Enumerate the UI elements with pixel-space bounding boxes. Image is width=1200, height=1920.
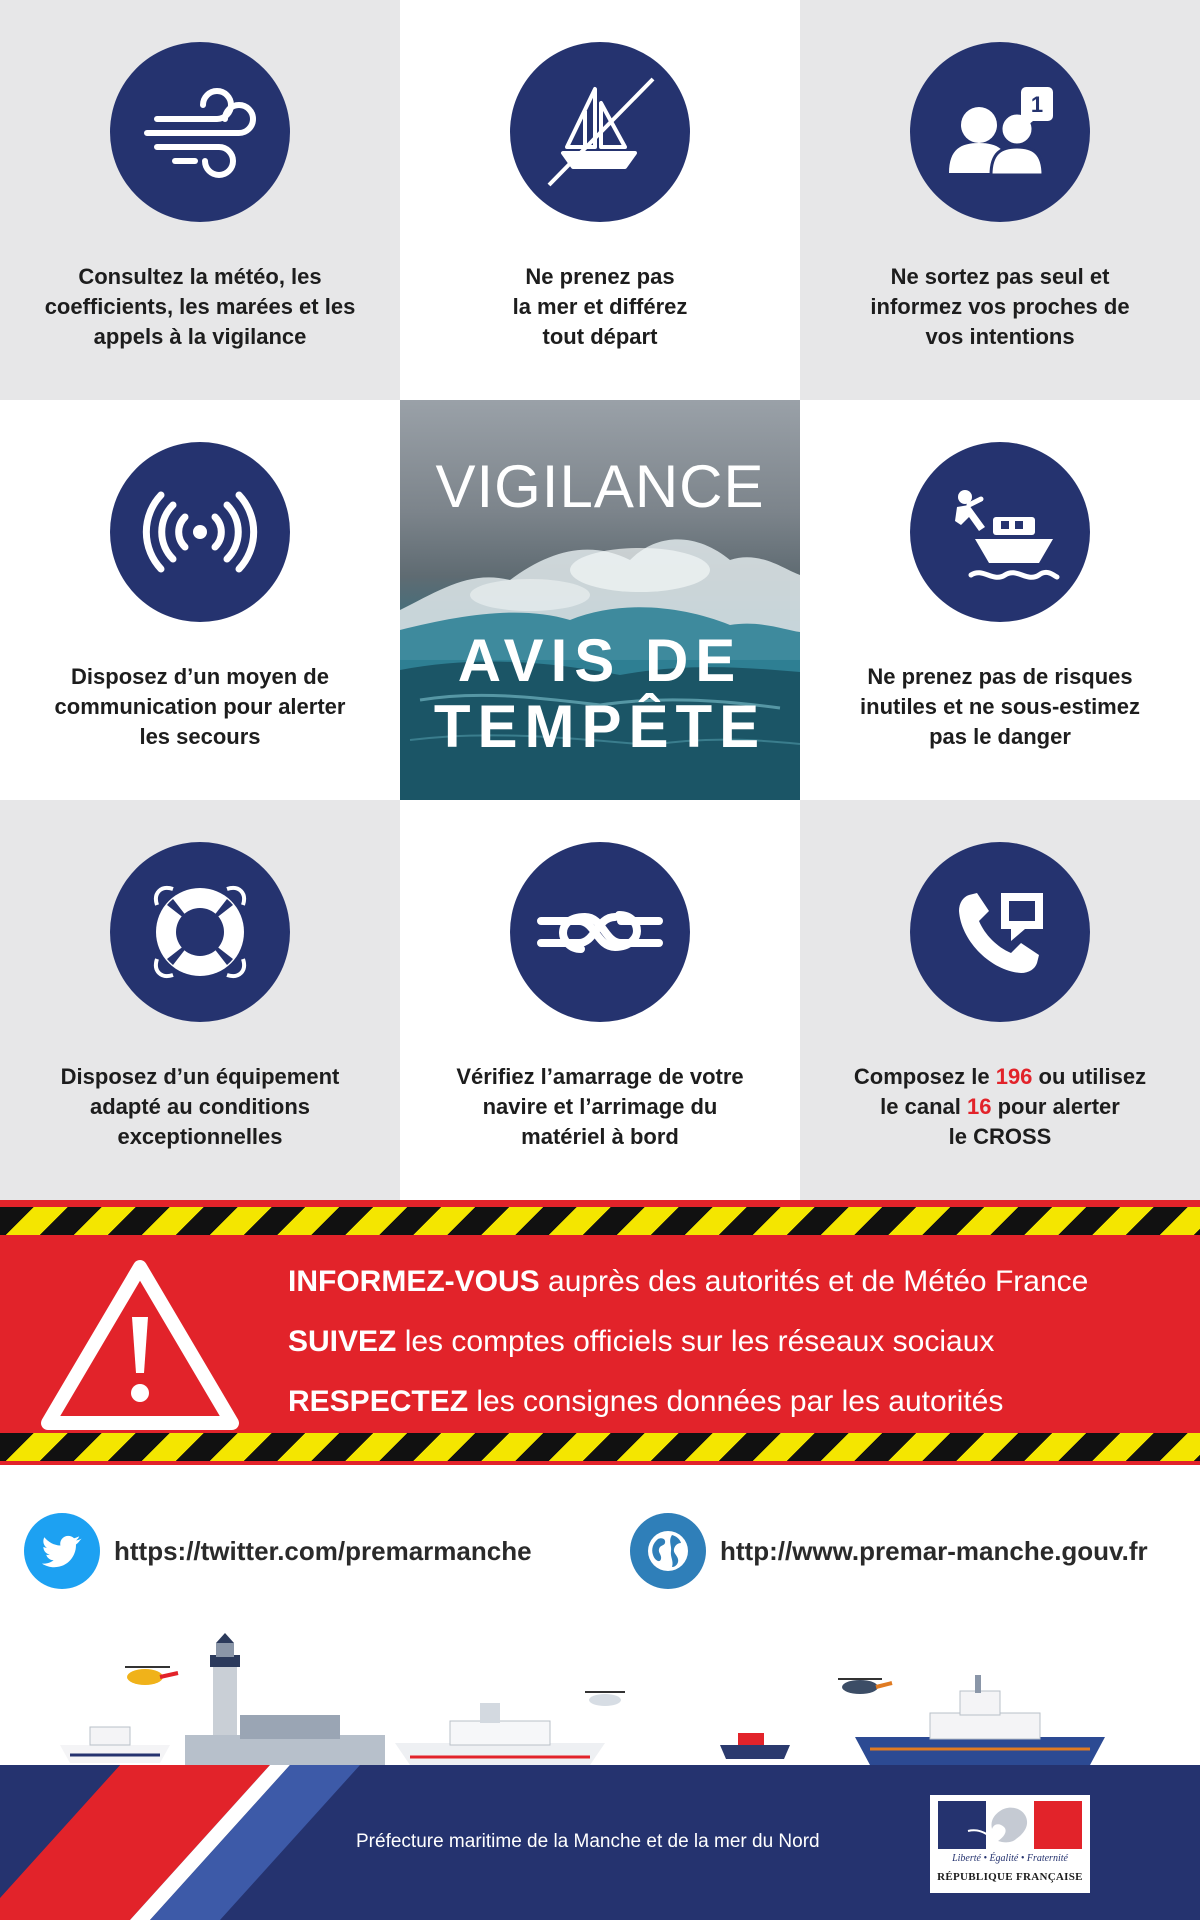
lifebuoy-icon [110, 842, 290, 1022]
twitter-link[interactable] [24, 1513, 532, 1589]
republic-name: RÉPUBLIQUE FRANÇAISE [937, 1871, 1083, 1883]
tip-no-risks [800, 400, 1200, 800]
tip-line: Vérifiez l’amarrage de votre [456, 1064, 744, 1089]
tip-line: les secours [139, 724, 261, 749]
tip-line: la mer et différez [512, 294, 688, 319]
twitter-icon [24, 1513, 100, 1589]
radio-channel-number: 16 [966, 1094, 992, 1119]
tip-line: appels à la vigilance [93, 324, 307, 349]
tip-line: communication pour alerter [54, 694, 346, 719]
wind-icon [110, 42, 290, 222]
tip-line: Ne prenez pas de risques [867, 664, 1133, 689]
contacts-icon [910, 42, 1090, 222]
tip-not-alone [800, 0, 1200, 400]
tip-text [815, 662, 1185, 752]
tip-line [815, 1092, 1185, 1122]
republic-motto: Liberté • Égalité • Fraternité [952, 1853, 1068, 1864]
tip-line: pas le danger [929, 724, 1071, 749]
warning-keyword: SUIVEZ [288, 1325, 397, 1358]
man-overboard-icon [910, 442, 1090, 622]
badge-count: 1 [1030, 92, 1044, 117]
warning-line [288, 1312, 1188, 1372]
tip-line: coefficients, les marées et les [44, 294, 356, 319]
vigilance-title: VIGILANCE [435, 453, 765, 520]
emergency-number: 196 [995, 1064, 1033, 1089]
twitter-url[interactable]: https://twitter.com/premarmanche [114, 1535, 532, 1566]
links-row [0, 1465, 1200, 1625]
tip-text-part: Composez le [853, 1064, 996, 1089]
warning-text: les comptes officiels sur les réseaux sociaux [396, 1325, 995, 1358]
lighthouse-illustration [185, 1633, 385, 1765]
tip-text [415, 1062, 785, 1152]
tip-stay-ashore [400, 0, 800, 400]
tip-line: Ne sortez pas seul et [890, 264, 1110, 289]
hazard-stripes [0, 1207, 1200, 1235]
helicopter-illustration [125, 1667, 178, 1685]
warning-keyword: INFORMEZ-VOUS [288, 1265, 540, 1298]
website-url[interactable]: http://www.premar-manche.gouv.fr [720, 1535, 1148, 1566]
tip-text [815, 1062, 1185, 1152]
tip-line: vos intentions [925, 324, 1075, 349]
no-sailboat-icon [510, 42, 690, 222]
tip-text [15, 262, 385, 352]
tip-text [415, 262, 785, 352]
lifeboat-illustration [720, 1733, 790, 1759]
warning-line [288, 1372, 1188, 1432]
tricolor-stripe [0, 1765, 400, 1920]
storm-warning-title [400, 628, 800, 760]
helicopter-illustration [585, 1692, 625, 1706]
storm-image [400, 400, 800, 800]
warning-instructions [288, 1252, 1188, 1432]
tip-line: adapté au conditions [89, 1094, 311, 1119]
tip-line: le CROSS [948, 1124, 1052, 1149]
tip-text-part: pour alerter [991, 1094, 1120, 1119]
warning-text: les consignes données par les autorités [468, 1385, 1004, 1418]
warning-triangle-icon [40, 1255, 240, 1435]
tip-line: Disposez d’un moyen de [71, 664, 329, 689]
tip-text [15, 1062, 385, 1152]
tip-communication [0, 400, 400, 800]
hazard-stripes [0, 1433, 1200, 1461]
republique-francaise-logo [930, 1795, 1090, 1893]
tip-text-part: le canal [880, 1094, 967, 1119]
helicopter-illustration [838, 1679, 892, 1694]
warning-band [0, 1200, 1200, 1465]
tip-weather [0, 0, 400, 400]
tug-ship-illustration [855, 1675, 1105, 1765]
tip-line: navire et l’arrimage du [482, 1094, 718, 1119]
tip-line: Ne prenez pas [525, 264, 675, 289]
footer [0, 1765, 1200, 1920]
globe-icon [630, 1513, 706, 1589]
tip-line: exceptionnelles [117, 1124, 283, 1149]
tip-text [815, 262, 1185, 352]
marianne-flag-icon [938, 1801, 1082, 1849]
storm-title-line: AVIS DE [457, 627, 743, 694]
tip-equipment [0, 800, 400, 1200]
tip-text-part: ou utilisez [1032, 1064, 1147, 1089]
fleet-illustration [0, 1625, 1200, 1765]
knot-icon [510, 842, 690, 1022]
prefecture-name: Préfecture maritime de la Manche et de la mer du Nord [356, 1831, 820, 1852]
tip-mooring [400, 800, 800, 1200]
tip-emergency-call [800, 800, 1200, 1200]
tip-line: inutiles et ne sous-estimez [860, 694, 1140, 719]
frigate-illustration [395, 1703, 605, 1765]
patrol-boat-illustration [60, 1727, 170, 1763]
warning-line [288, 1252, 1188, 1312]
tip-line [815, 1062, 1185, 1092]
tip-line: tout départ [542, 324, 658, 349]
tip-line: informez vos proches de [870, 294, 1130, 319]
tip-line: Disposez d’un équipement [60, 1064, 340, 1089]
warning-text: auprès des autorités et de Météo France [539, 1265, 1089, 1298]
warning-keyword: RESPECTEZ [288, 1385, 469, 1418]
tip-text [15, 662, 385, 752]
website-link[interactable] [630, 1513, 1148, 1589]
tip-line: Consultez la météo, les [78, 264, 322, 289]
radio-signal-icon [110, 442, 290, 622]
phone-icon [910, 842, 1090, 1022]
tip-line: matériel à bord [521, 1124, 679, 1149]
storm-title-line: TEMPÊTE [433, 693, 767, 760]
